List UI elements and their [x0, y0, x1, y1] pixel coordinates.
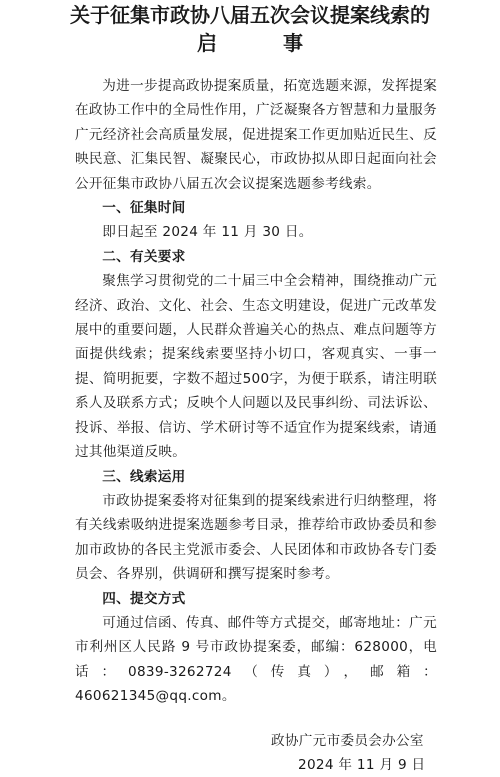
document-title-line2: 启事 [197, 31, 369, 55]
document-body [75, 74, 437, 709]
document-title-line1: 关于征集市政协八届五次会议提案线索的 [70, 3, 430, 27]
section-heading-usage: 三、线索运用 [102, 468, 186, 485]
signature-date: 2024 年 11 月 9 日 [298, 757, 426, 773]
section-body-submission: 可通过信函、传真、邮件等方式提交，邮寄地址：广元市利州区人民路 9 号市政协提案委，邮编：628000，电话：0839-3262724（传真），邮箱：460621345@qq.com。 [75, 614, 437, 705]
section-heading-time: 一、征集时间 [102, 200, 186, 217]
intro-paragraph: 为进一步提高政协提案质量，拓宽选题来源，发挥提案在政协工作中的全局性作用，广泛凝聚各方智慧和力量服务广元经济社会高质量发展，促进提案工作更加贴近民生、反映民意、汇集民智、凝聚民心，市政协拟从即日起面向社会公开征集市政协八届五次会议提案选题参考线索。 [75, 78, 437, 192]
section-heading-submission: 四、提交方式 [102, 590, 186, 607]
section-heading-requirements: 二、有关要求 [102, 248, 186, 265]
section-body-usage: 市政协提案委将对征集到的提案线索进行归纳整理，将有关线索吸纳进提案选题参考目录，推荐给市政协委员和参加市政协的各民主党派市委会、人民团体和市政协各专门委员会、各界别，供调研和撰写提案时参考。 [75, 492, 437, 583]
section-body-time: 即日起至 2024 年 11 月 30 日。 [102, 224, 313, 241]
signature-organization: 政协广元市委员会办公室 [271, 733, 424, 749]
section-body-requirements: 聚焦学习贯彻党的二十届三中全会精神，围绕推动广元经济、政治、文化、社会、生态文明建设，促进广元改革发展中的重要问题，人民群众普遍关心的热点、难点问题等方面提供线索；提案线索要坚持小切口，客观真实、一事一提、简明扼要，字数不超过500字，为便于联系，请注明联系人及联系方式；反映个人问题以及民事纠纷、司法诉讼、投诉、举报、信访、学术研讨等不适宜作为提案线索，请通过其他渠道反映。 [75, 273, 437, 461]
